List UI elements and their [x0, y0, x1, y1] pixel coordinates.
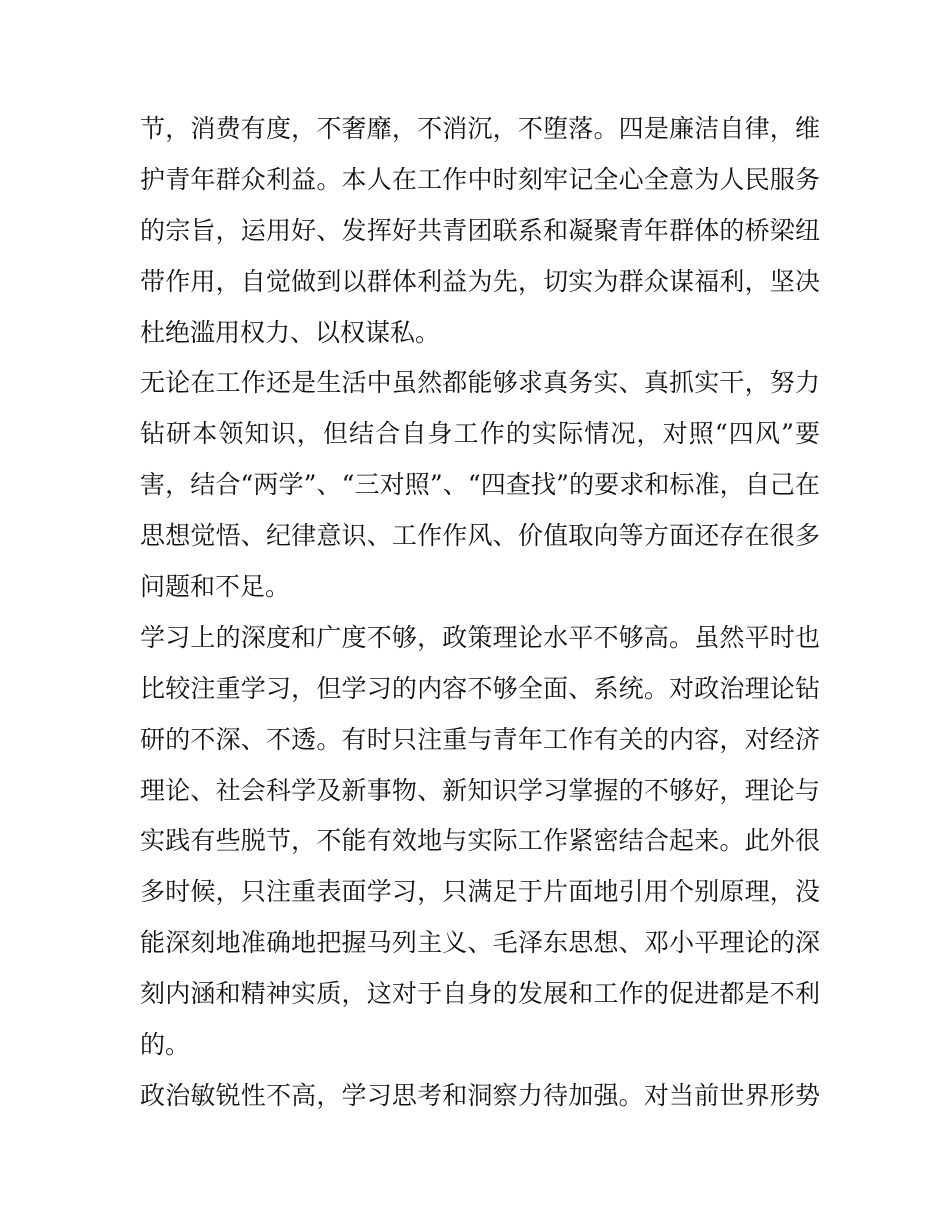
text-line: 学习上的深度和广度不够，政策理论水平不够高。虽然平时也: [140, 622, 820, 652]
text-line: 节，消费有度，不奢靡，不消沉，不堕落。四是廉洁自律，维: [140, 114, 820, 143]
text-line: 问题和不足。: [140, 572, 291, 602]
text-line: 带作用，自觉做到以群体利益为先，切实为群众谋福利，坚决: [140, 266, 820, 296]
text-line: 杜绝滥用权力、以权谋私。: [140, 317, 441, 347]
text-line: 多时候，只注重表面学习，只满足于片面地引用个别原理，没: [140, 877, 820, 907]
text-line: 的。: [140, 1030, 191, 1060]
text-line: 无论在工作还是生活中虽然都能够求真务实、真抓实干，努力: [140, 368, 820, 398]
text-line: 钻研本领知识，但结合自身工作的实际情况，对照“四风”要: [140, 419, 820, 449]
body-text: [140, 104, 820, 1122]
text-line: 实践有些脱节，不能有效地与实际工作紧密结合起来。此外很: [140, 826, 820, 856]
text-line: 政治敏锐性不高，学习思考和洞察力待加强。对当前世界形势: [140, 1080, 820, 1110]
text-line: 研的不深、不透。有时只注重与青年工作有关的内容，对经济: [140, 724, 820, 754]
text-line: 刻内涵和精神实质，这对于自身的发展和工作的促进都是不利: [140, 979, 820, 1009]
text-line: 的宗旨，运用好、发挥好共青团联系和凝聚青年群体的桥梁纽: [140, 215, 820, 245]
text-line: 能深刻地准确地把握马列主义、毛泽东思想、邓小平理论的深: [140, 928, 820, 958]
text-line: 害，结合“两学”、“三对照”、“四查找”的要求和标准，自己在: [140, 470, 820, 500]
text-line: 理论、社会科学及新事物、新知识学习掌握的不够好，理论与: [140, 775, 820, 805]
text-line: 护青年群众利益。本人在工作中时刻牢记全心全意为人民服务: [140, 164, 820, 194]
text-line: 思想觉悟、纪律意识、工作作风、价值取向等方面还存在很多: [140, 521, 820, 551]
text-line: 比较注重学习，但学习的内容不够全面、系统。对政治理论钻: [140, 673, 820, 703]
